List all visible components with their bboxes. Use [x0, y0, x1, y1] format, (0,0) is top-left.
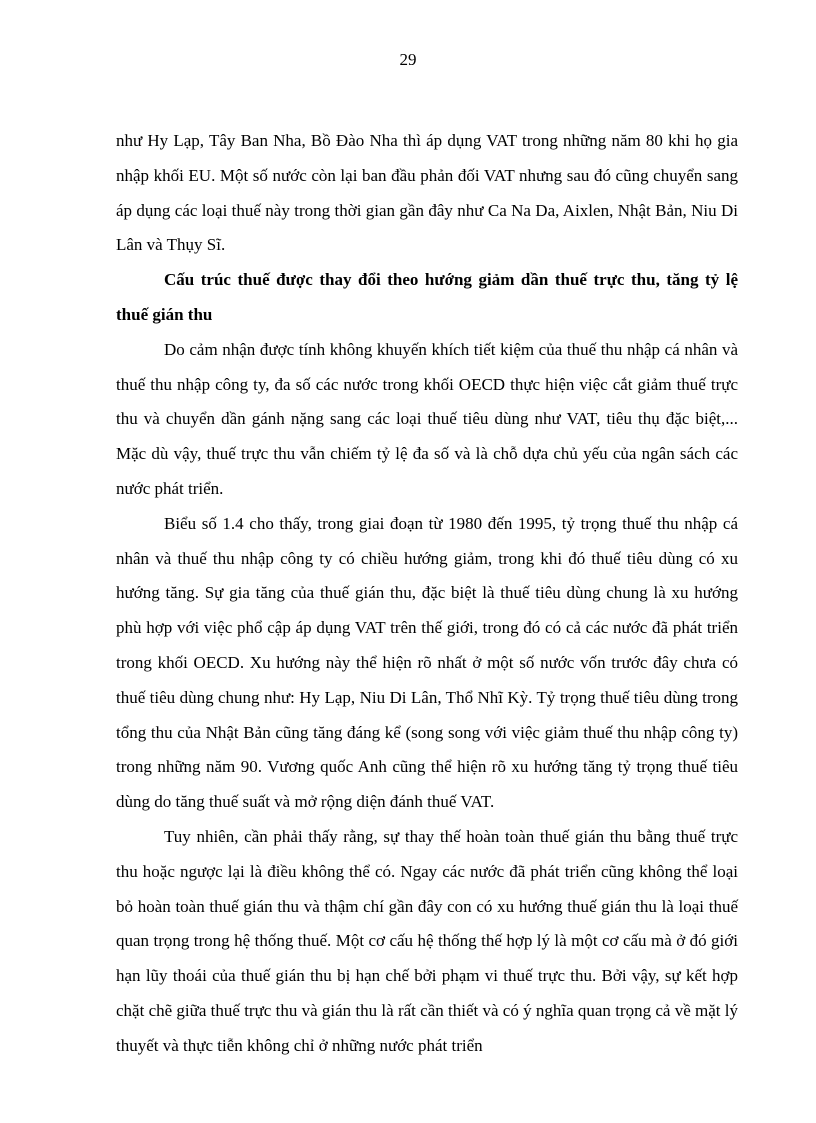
paragraph-continuation: như Hy Lạp, Tây Ban Nha, Bồ Đào Nha thì áp dụng VAT trong những năm 80 khi họ gia nhập khối EU. Một số nước còn lại ban đầu phản đối VAT nhưng sau đó cũng chuyển sang áp dụng các loại thuế này trong thời gian gần đây như Ca Na Da, Aixlen, Nhật Bản, Niu Di Lân và Thụy Sĩ. — [116, 131, 738, 255]
section-heading: Cấu trúc thuế được thay đổi theo hướng giảm dần thuế trực thu, tăng tỷ lệ thuế gián thu — [116, 270, 738, 324]
paragraph: Biểu số 1.4 cho thấy, trong giai đoạn từ 1980 đến 1995, tỷ trọng thuế thu nhập cá nhân và thuế thu nhập công ty có chiều hướng giảm, trong khi đó thuế tiêu dùng có xu hướng tăng. Sự gia tăng của thuế gián thu, đặc biệt là thuế tiêu dùng chung là xu hướng phù hợp với việc phổ cập áp dụng VAT trên thế giới, trong đó có cả các nước đã phát triển trong khối OECD. Xu hướng này thể hiện rõ nhất ở một số nước vốn trước đây chưa có thuế tiêu dùng chung như: Hy Lạp, Niu Di Lân, Thổ Nhĩ Kỳ. Tỷ trọng thuế tiêu dùng trong tổng thu của Nhật Bản cũng tăng đáng kể (song song với việc giảm thuế thu nhập công ty) trong những năm 90. Vương quốc Anh cũng thể hiện rõ xu hướng tăng tỷ trọng thuế tiêu dùng do tăng thuế suất và mở rộng diện đánh thuế VAT. — [116, 513, 738, 812]
page-number: 29 — [399, 50, 417, 69]
paragraph: Do cảm nhận được tính không khuyến khích tiết kiệm của thuế thu nhập cá nhân và thuế thu nhập công ty, đa số các nước trong khối OECD thực hiện việc cắt giảm thuế trực thu và chuyển dần gánh nặng sang các loại thuế tiêu dùng như VAT, tiêu thụ đặc biệt,... Mặc dù vậy, thuế trực thu vẫn chiếm tỷ lệ đa số và là chỗ dựa chủ yếu của ngân sách các nước phát triển. — [116, 339, 738, 498]
document-body — [116, 124, 738, 1064]
paragraph: Tuy nhiên, cần phải thấy rằng, sự thay thế hoàn toàn thuế gián thu bằng thuế trực thu hoặc ngược lại là điều không thể có. Ngay các nước đã phát triển cũng không thể loại bỏ hoàn toàn thuế gián thu và thậm chí gần đây con có xu hướng thuế gián thu là loại thuế quan trọng trong hệ thống thuế. Một cơ cấu hệ thống thế hợp lý là một cơ cấu mà ở đó giới hạn lũy thoái của thuế gián thu bị hạn chế bởi phạm vi thuế trực thu. Bởi vậy, sự kết hợp chặt chẽ giữa thuế trực thu và gián thu là rất cần thiết và có ý nghĩa quan trọng cả về mặt lý thuyết và thực tiễn không chỉ ở những nước phát triển — [116, 826, 738, 1055]
